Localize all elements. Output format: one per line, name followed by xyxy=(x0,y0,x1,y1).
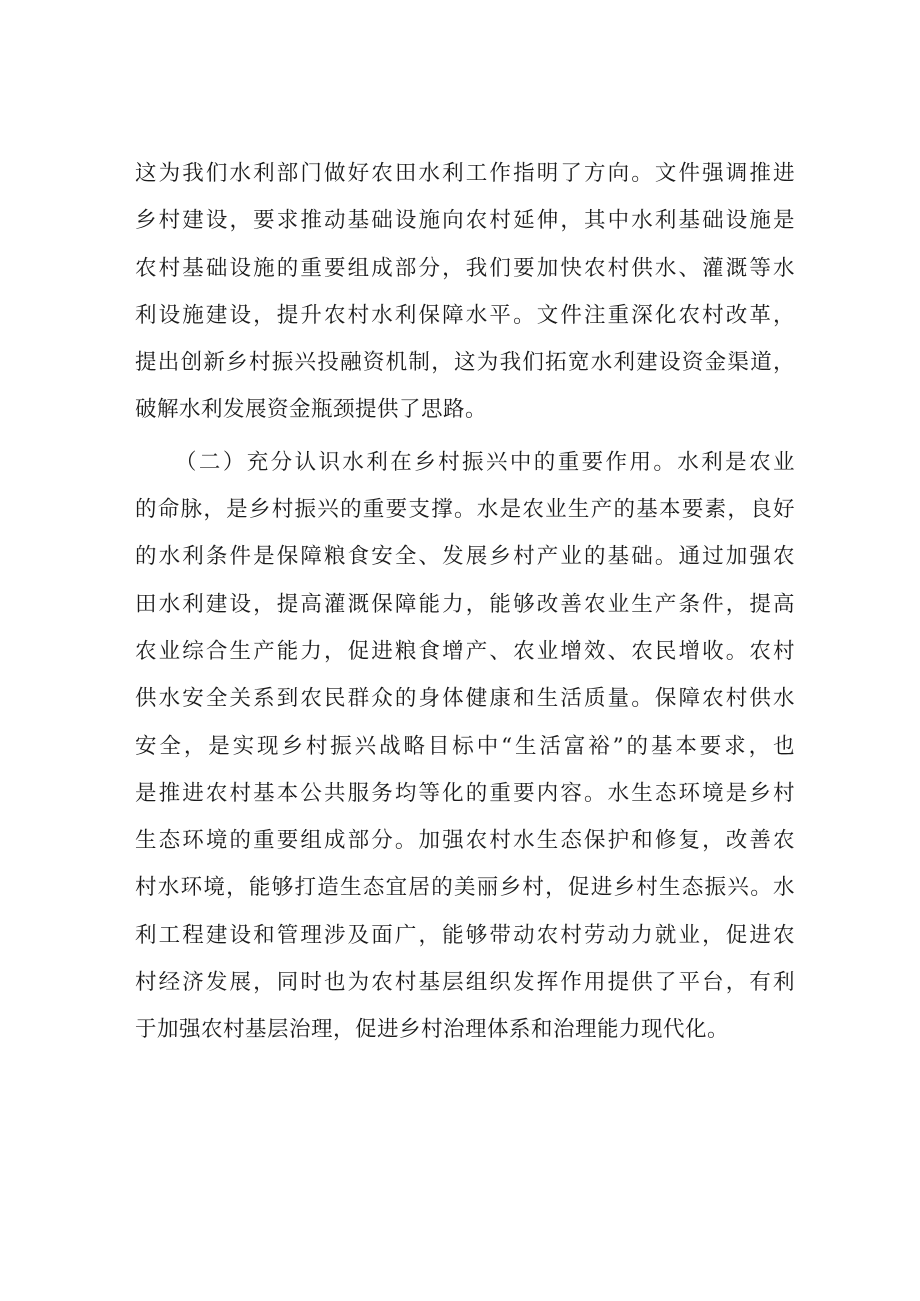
text-line: 农村基础设施的重要组成部分，我们要加快农村供水、灌溉等水 xyxy=(135,255,795,281)
text-line: 田水利建设，提高灌溉保障能力，能够改善农业生产条件，提高 xyxy=(135,591,795,617)
paragraph-2 xyxy=(135,439,795,1054)
text-line: 的水利条件是保障粮食安全、发展乡村产业的基础。通过加强农 xyxy=(135,544,795,570)
text-line: 生态环境的重要组成部分。加强农村水生态保护和修复，改善农 xyxy=(135,828,795,854)
text-line: 破解水利发展资金瓶颈提供了思路。 xyxy=(135,397,488,423)
text-line: 供水安全关系到农民群众的身体健康和生活质量。保障农村供水 xyxy=(135,686,795,712)
text-line: 于加强农村基层治理，促进乡村治理体系和治理能力现代化。 xyxy=(135,1017,730,1043)
text-line: 乡村建设，要求推动基础设施向农村延伸，其中水利基础设施是 xyxy=(135,208,795,234)
section-heading-line: （二）充分认识水利在乡村振兴中的重要作用。水利是农业 xyxy=(175,449,795,475)
text-line: 村水环境，能够打造生态宜居的美丽乡村，促进乡村生态振兴。水 xyxy=(135,875,795,901)
paragraph-1 xyxy=(135,150,795,434)
text-line: 是推进农村基本公共服务均等化的重要内容。水生态环境是乡村 xyxy=(135,780,795,806)
text-line: 的命脉，是乡村振兴的重要支撑。水是农业生产的基本要素，良好 xyxy=(135,497,795,523)
text-line: 利工程建设和管理涉及面广，能够带动农村劳动力就业，促进农 xyxy=(135,922,795,948)
text-line: 农业综合生产能力，促进粮食增产、农业增效、农民增收。农村 xyxy=(135,638,795,664)
text-line: 安全，是实现乡村振兴战略目标中“生活富裕”的基本要求，也 xyxy=(135,733,795,759)
text-line: 村经济发展，同时也为农村基层组织发挥作用提供了平台，有利 xyxy=(135,970,795,996)
text-line: 利设施建设，提升农村水利保障水平。文件注重深化农村改革， xyxy=(135,302,795,328)
text-line: 这为我们水利部门做好农田水利工作指明了方向。文件强调推进 xyxy=(135,161,795,186)
text-line: 提出创新乡村振兴投融资机制，这为我们拓宽水利建设资金渠道， xyxy=(135,350,795,376)
body-text xyxy=(135,150,795,1054)
